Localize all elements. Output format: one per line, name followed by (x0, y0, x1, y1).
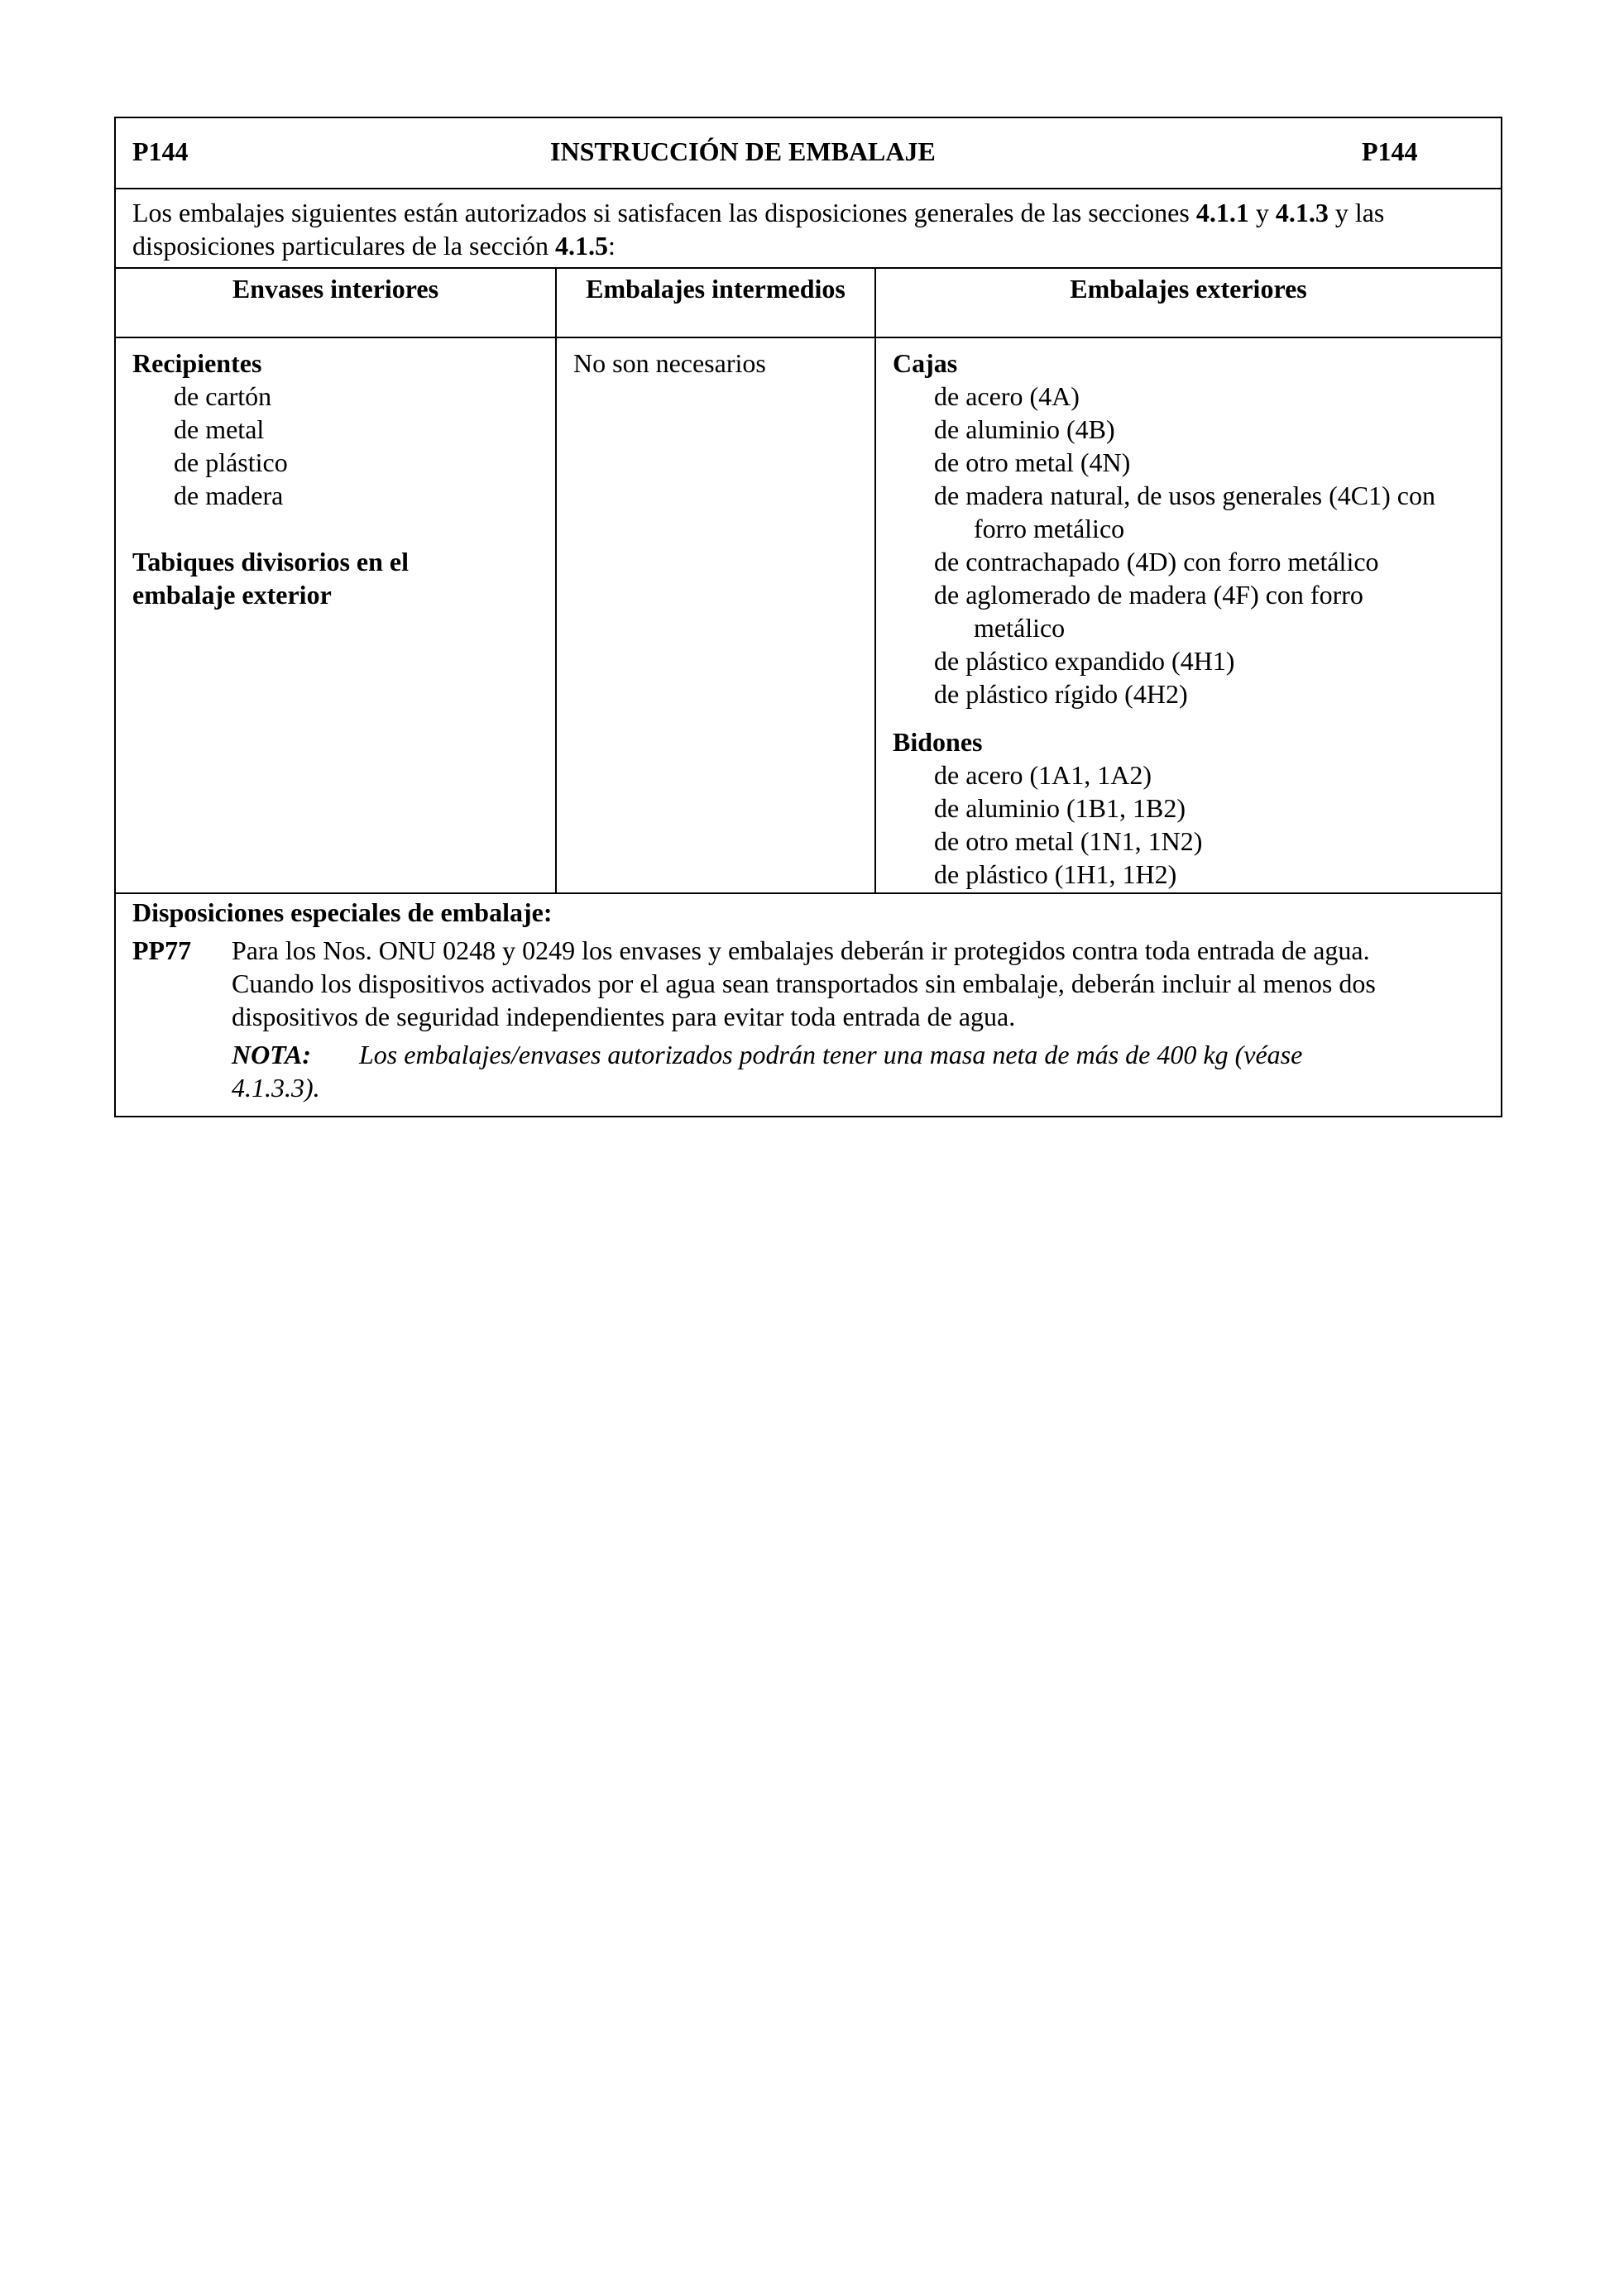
drum-item: de acero (1A1, 1A2) (934, 760, 1152, 790)
special-provision-line: dispositivos de seguridad independientes para evitar toda entrada de agua. (232, 1002, 1016, 1031)
intermediate-text: No son necesarios (573, 348, 766, 378)
packaging-columns (116, 269, 1501, 892)
intro-ref-3: 4.1.5 (554, 231, 608, 261)
special-provisions-title: Disposiciones especiales de embalaje: (132, 897, 553, 927)
box-item: de acero (4A) (934, 381, 1080, 411)
drums-label: Bidones (893, 727, 983, 757)
outer-packagings-header: Embalajes exteriores (876, 269, 1501, 338)
box-item: de otro metal (4N) (934, 447, 1131, 477)
box-item-continuation: forro metálico (974, 514, 1125, 543)
inner-packagings-header: Envases interiores (116, 269, 557, 338)
intro-paragraph (116, 189, 1501, 269)
instruction-code-right: P144 (1362, 136, 1418, 166)
box-item: de plástico rígido (4H2) (934, 679, 1188, 709)
special-provision-code: PP77 (132, 935, 192, 965)
intermediate-packagings-header: Embalajes intermedios (557, 269, 876, 338)
special-provision-text (232, 934, 1484, 1104)
box-item: de plástico expandido (4H1) (934, 646, 1235, 676)
table-header-row (116, 118, 1501, 189)
special-provision-line: Cuando los dispositivos activados por el agua sean transportados sin embalaje, deberán incluir al menos dos (232, 969, 1376, 998)
instruction-code-left: P144 (132, 136, 189, 166)
drum-item: de plástico (1H1, 1H2) (934, 859, 1177, 889)
intro-text-1: Los embalajes siguientes están autorizados si satisfacen las disposiciones generales de las secciones (132, 198, 1196, 227)
intermediate-packagings-cell (557, 338, 876, 892)
box-item: de aluminio (4B) (934, 414, 1115, 444)
note-label: NOTA: (232, 1040, 311, 1069)
drum-item: de otro metal (1N1, 1N2) (934, 826, 1203, 856)
inner-item: de metal (174, 414, 265, 444)
intro-text-2: y (1248, 198, 1276, 227)
box-item: de madera natural, de usos generales (4C1) con (934, 481, 1435, 510)
special-provision-line: Para los Nos. ONU 0248 y 0249 los envases y embalajes deberán ir protegidos contra toda entrada de agua. (232, 935, 1370, 965)
packing-instruction-table (114, 117, 1502, 1117)
intro-text-3: y las disposiciones particulares de la sección (132, 198, 1385, 261)
boxes-label: Cajas (893, 348, 958, 378)
inner-item: de madera (174, 481, 284, 510)
inner-item: de plástico (174, 447, 288, 477)
box-item: de contrachapado (4D) con forro metálico (934, 547, 1379, 576)
note-block (232, 1038, 1484, 1104)
special-provision-pp77 (132, 934, 1484, 1104)
instruction-title: INSTRUCCIÓN DE EMBALAJE (550, 136, 936, 166)
intro-ref-1: 4.1.1 (1195, 198, 1249, 227)
drum-item: de aluminio (1B1, 1B2) (934, 793, 1186, 823)
outer-packagings-cell (876, 338, 1501, 892)
dividers-label-line-1: Tabiques divisorios en el (132, 547, 410, 576)
recipients-label: Recipientes (132, 348, 262, 378)
box-item: de aglomerado de madera (4F) con forro (934, 580, 1363, 610)
special-provisions-row (116, 892, 1501, 1116)
inner-packagings-cell (116, 338, 557, 892)
intro-text-4: : (607, 231, 616, 261)
dividers-label-line-2: embalaje exterior (132, 580, 332, 610)
box-item-continuation: metálico (974, 613, 1066, 643)
note-text-continuation: 4.1.3.3). (232, 1073, 320, 1103)
intro-ref-2: 4.1.3 (1275, 198, 1329, 227)
inner-item: de cartón (174, 381, 272, 411)
note-text: Los embalajes/envases autorizados podrán tener una masa neta de más de 400 kg (véase (359, 1040, 1303, 1069)
